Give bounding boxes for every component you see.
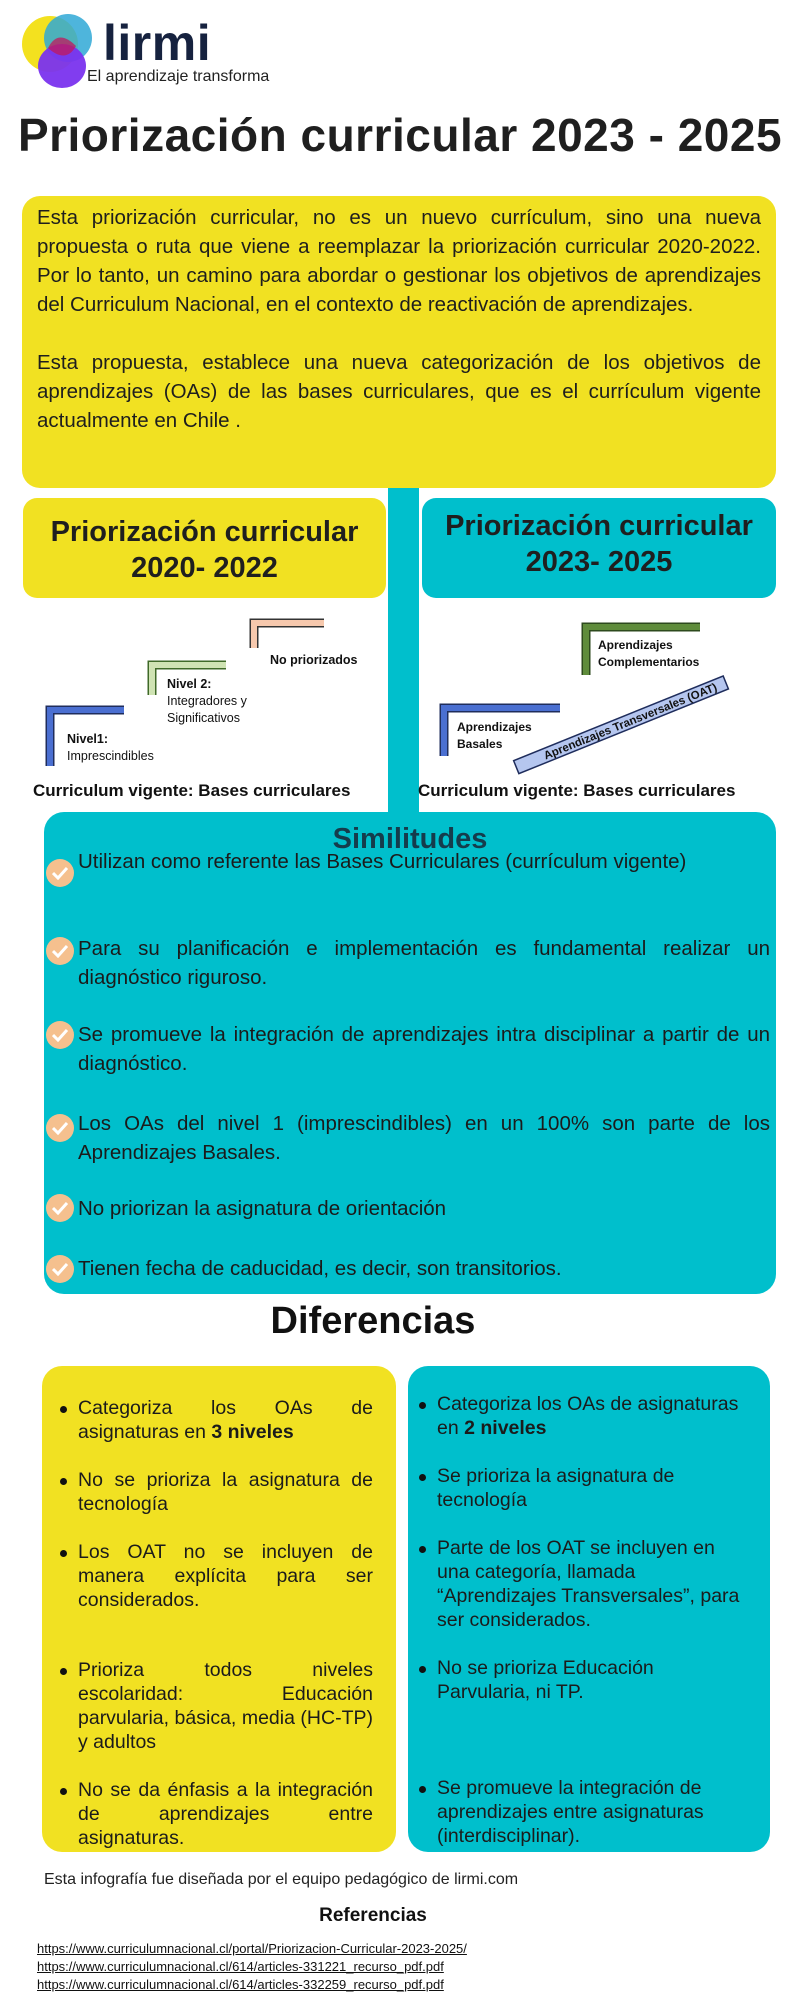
- intro-box: [22, 196, 776, 488]
- card-title-line1: Priorización curricular: [445, 510, 753, 542]
- diferencia-text: Categoriza los OAs de asignaturas en: [78, 1397, 373, 1443]
- diferencia-right-item: Se promueve la integración de aprendizajes entre asignaturas (interdisciplinar).: [437, 1777, 704, 1847]
- card-title-line2: 2020- 2022: [131, 552, 278, 584]
- bullet-icon: [419, 1546, 426, 1553]
- bullet-icon: [60, 1478, 67, 1485]
- reference-link[interactable]: https://www.curriculumnacional.cl/614/articles-331221_recurso_pdf.pdf: [37, 1959, 444, 1974]
- step-3-title: No priorizados: [270, 653, 358, 667]
- vertical-connector: [388, 488, 419, 813]
- diferencia-left-item: [78, 1396, 373, 1444]
- step-1-title: Nivel1:: [67, 732, 108, 746]
- diferencia-right-item: Se prioriza la asignatura de tecnología: [437, 1465, 675, 1511]
- intro-paragraph-2: Esta propuesta, establece una nueva categorización de los objetivos de aprendizajes (OAs) de las bases curriculares, que es el currículum vigente actualmente en Chile .: [37, 351, 761, 432]
- basales-line1: Aprendizajes: [457, 720, 532, 734]
- diferencia-left-item: No se prioriza la asignatura de tecnología: [78, 1469, 373, 1515]
- page-title: Priorización curricular 2023 - 2025: [17, 109, 783, 161]
- reference-link[interactable]: https://www.curriculumnacional.cl/614/articles-332259_recurso_pdf.pdf: [37, 1977, 444, 1992]
- bullet-icon: [60, 1668, 67, 1675]
- diferencia-left-item: Prioriza todos niveles escolaridad: Educación parvularia, básica, media (HC-TP) y adultos: [78, 1659, 373, 1753]
- bullet-icon: [60, 1406, 67, 1413]
- diferencia-right-item: No se prioriza Educación Parvularia, ni TP.: [437, 1657, 654, 1703]
- levels-staircase-diagram: [22, 615, 386, 805]
- intro-paragraph-1: Esta priorización curricular, no es un nuevo currículum, sino una nueva propuesta o ruta que viene a reemplazar la priorización curricular 2020-2022. Por lo tanto, un camino para abordar o gestionar los objetivos de aprendizajes del Curriculum Nacional, en el contexto de reactivación de aprendizajes.: [37, 206, 761, 316]
- step-2-title: Nivel 2:: [167, 677, 212, 691]
- diferencia-text: Categoriza los OAs de asignaturas en: [437, 1393, 739, 1439]
- similitud-item: Los OAs del nivel 1 (imprescindibles) en un 100% son parte de los Aprendizajes Basales.: [78, 1112, 770, 1164]
- lirmi-logo-mark: [18, 8, 98, 88]
- bullet-icon: [419, 1474, 426, 1481]
- diferencia-bold: 2 niveles: [464, 1417, 547, 1439]
- diferencia-right-item: [437, 1392, 747, 1440]
- brand-tagline: El aprendizaje transforma: [87, 68, 270, 85]
- bullet-icon: [60, 1550, 67, 1557]
- similitud-item: Se promueve la integración de aprendizajes intra disciplinar a partir de un diagnóstico.: [78, 1023, 770, 1075]
- diferencias-title: Diferencias: [270, 1300, 476, 1342]
- similitud-item: Utilizan como referente las Bases Curriculares (currículum vigente): [78, 850, 687, 873]
- basales-line2: Basales: [457, 737, 503, 751]
- step-2-subtitle-2: Significativos: [167, 711, 240, 725]
- references-title: Referencias: [319, 1905, 427, 1926]
- bullet-icon: [419, 1402, 426, 1409]
- reference-link[interactable]: https://www.curriculumnacional.cl/portal/Priorizacion-Curricular-2023-2025/: [37, 1941, 467, 1956]
- complementarios-line2: Complementarios: [598, 655, 700, 669]
- similitudes-title: Similitudes: [332, 823, 488, 855]
- diferencia-left-item: No se da énfasis a la integración de aprendizajes entre asignaturas.: [78, 1779, 373, 1849]
- check-icon: [46, 859, 74, 887]
- similitud-item: Para su planificación e implementación es fundamental realizar un diagnóstico riguroso.: [78, 937, 770, 989]
- categories-diagram: [420, 615, 780, 805]
- bullet-icon: [419, 1786, 426, 1793]
- card-title-line1: Priorización curricular: [50, 516, 359, 548]
- similitud-item: No priorizan la asignatura de orientación: [78, 1197, 447, 1220]
- check-icon: [46, 1255, 74, 1283]
- card-priorizacion-2020-2022: [23, 498, 386, 598]
- card-title-line2: 2023- 2025: [525, 546, 673, 578]
- oat-label: Aprendizajes Transversales (OAT): [542, 681, 719, 763]
- similitud-item: Tienen fecha de caducidad, es decir, son transitorios.: [78, 1257, 562, 1280]
- step-1-subtitle: Imprescindibles: [67, 749, 154, 763]
- bullet-icon: [60, 1788, 67, 1795]
- diferencia-bold: 3 niveles: [211, 1421, 294, 1443]
- card-priorizacion-2023-2025: [422, 498, 776, 598]
- oat-bar: [514, 676, 729, 774]
- step-2-subtitle-1: Integradores y: [167, 694, 247, 708]
- check-icon: [46, 937, 74, 965]
- diferencia-left-item: Los OAT no se incluyen de manera explícita para ser considerados.: [78, 1541, 373, 1611]
- credit-text: Esta infografía fue diseñada por el equipo pedagógico de lirmi.com: [44, 1871, 519, 1888]
- curriculum-vigente-caption-left: Curriculum vigente: Bases curriculares: [33, 781, 351, 800]
- check-icon: [46, 1194, 74, 1222]
- bullet-icon: [419, 1666, 426, 1673]
- brand-name: lirmi: [103, 15, 212, 71]
- check-icon: [46, 1021, 74, 1049]
- step-3-shape: [254, 623, 324, 648]
- diferencia-right-item: Parte de los OAT se incluyen en una categoría, llamada “Aprendizajes Transversales”, para ser considerados.: [437, 1537, 740, 1631]
- complementarios-line1: Aprendizajes: [598, 638, 673, 652]
- check-icon: [46, 1114, 74, 1142]
- curriculum-vigente-caption-right: Curriculum vigente: Bases curriculares: [418, 781, 736, 800]
